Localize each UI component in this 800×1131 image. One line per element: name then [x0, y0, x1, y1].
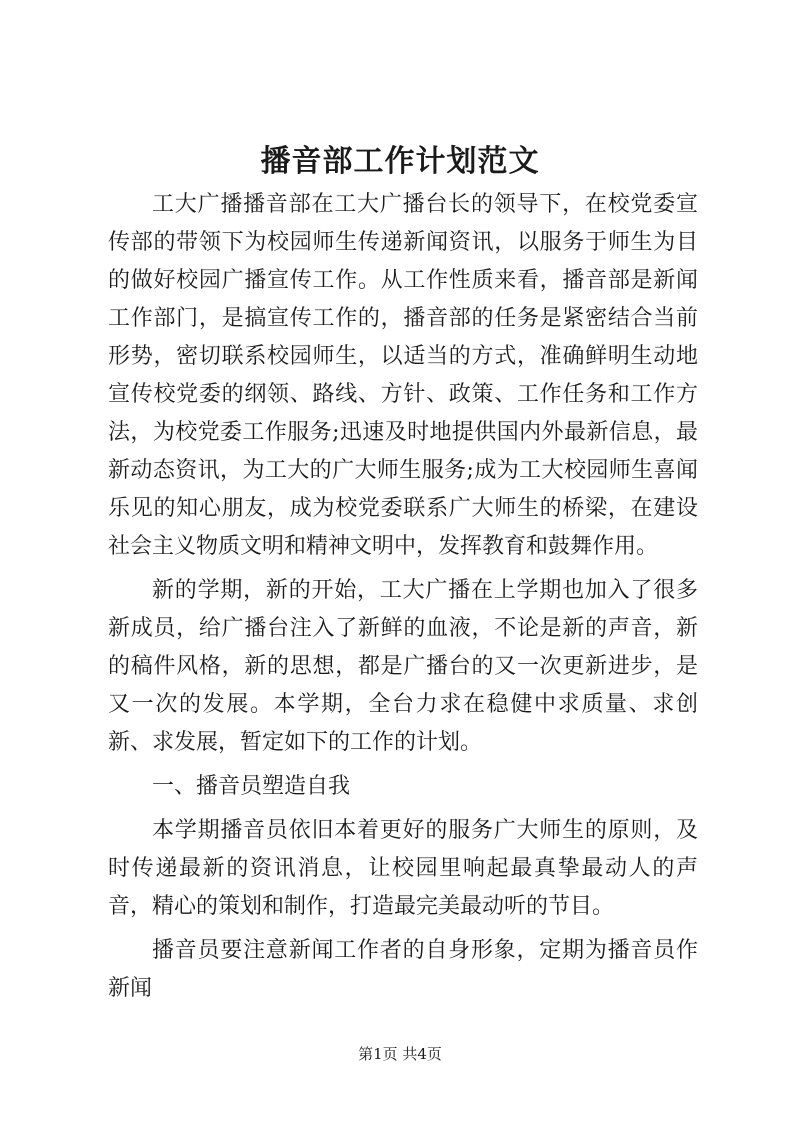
paragraph-section-1: 本学期播音员依旧本着更好的服务广大师生的原则，及时传递最新的资讯消息，让校园里响起最真挚最动人的声音，精心的策划和制作，打造最完美最动听的节目。	[108, 818, 698, 919]
document-body	[108, 186, 698, 1014]
document-title: 播音部工作计划范文	[260, 144, 540, 179]
paragraph-intro: 工大广播播音部在工大广播台长的领导下，在校党委宣传部的带领下为校园师生传递新闻资讯，以服务于师生为目的做好校园广播宣传工作。从工作性质来看，播音部是新闻工作部门，是搞宣传工作的，播音部的任务是紧密结合当前形势，密切联系校园师生，以适当的方式，准确鲜明生动地宣传校党委的纲领、路线、方针、政策、工作任务和工作方法，为校党委工作服务;迅速及时地提供国内外最新信息，最新动态资讯，为工大的广大师生服务;成为工大校园师生喜闻乐见的知心朋友，成为校党委联系广大师生的桥梁，在建设社会主义物质文明和精神文明中，发挥教育和鼓舞作用。	[108, 192, 698, 559]
paragraph-section-2: 播音员要注意新闻工作者的自身形象，定期为播音员作新闻	[108, 938, 698, 1001]
paragraph-new-semester: 新的学期，新的开始，工大广播在上学期也加入了很多新成员，给广播台注入了新鲜的血液，不论是新的声音，新的稿件风格，新的思想，都是广播台的又一次更新进步，是又一次的发展。本学期，全台力求在稳健中求质量、求创新、求发展，暂定如下的工作的计划。	[108, 578, 698, 755]
page-footer: 第1页 共4页	[358, 1045, 442, 1063]
section-heading: 一、播音员塑造自我	[152, 774, 351, 799]
